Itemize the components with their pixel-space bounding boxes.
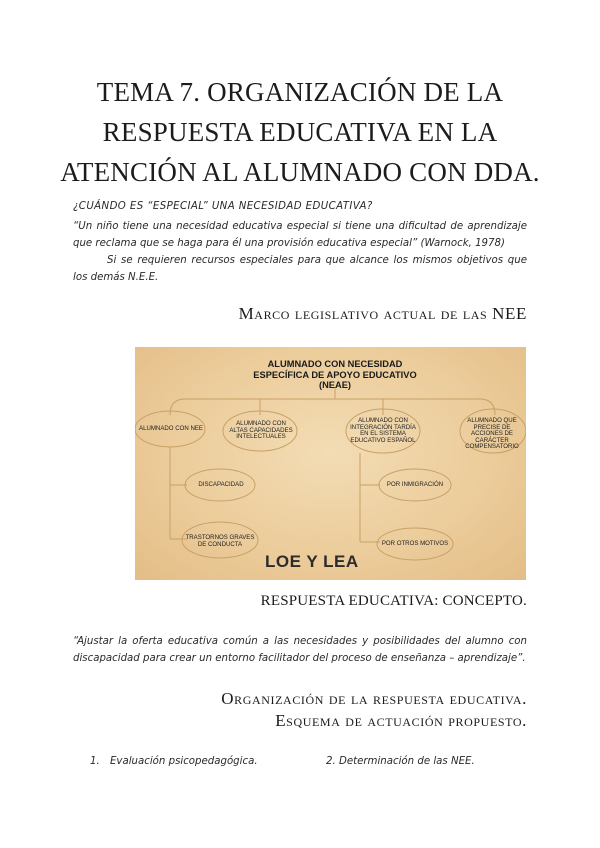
node-inmigracion: POR INMIGRACIÓN bbox=[386, 481, 444, 488]
node-trastornos-conducta: TRASTORNOS GRAVES DE CONDUCTA bbox=[185, 534, 255, 548]
document-title bbox=[40, 72, 560, 192]
respuesta-quote: “Ajustar la oferta educativa común a las necesidades y posibilidades del alumno con discapacidad para crear un entorno facilitador del proceso de enseñanza – aprendizaje”. bbox=[73, 636, 527, 664]
question-heading: ¿CUÁNDO ES “ESPECIAL” UNA NECESIDAD EDUCATIVA? bbox=[73, 201, 373, 212]
diagram-title bbox=[215, 359, 455, 391]
node-altas-capacidades: ALUMNADO CON ALTAS CAPACIDADES INTELECTUALES bbox=[229, 420, 293, 441]
list-item-text: Evaluación psicopedagógica. bbox=[110, 756, 258, 767]
diagram-title-line-1: ALUMNADO CON NECESIDAD bbox=[267, 359, 403, 369]
heading-respuesta-educativa: RESPUESTA EDUCATIVA: CONCEPTO. bbox=[260, 593, 527, 609]
list-item bbox=[90, 756, 258, 767]
title-line-2: RESPUESTA EDUCATIVA EN LA bbox=[102, 117, 498, 147]
node-discapacidad: DISCAPACIDAD bbox=[198, 481, 244, 488]
node-integracion-tardia: ALUMNADO CON INTEGRACIÓN TARDÍA EN EL SISTEMA EDUCATIVO ESPAÑOL bbox=[350, 417, 416, 444]
list-item-number: 2. bbox=[326, 756, 336, 767]
heading-esquema: Esquema de actuación propuesto. bbox=[275, 711, 527, 730]
warnock-quote: “Un niño tiene una necesidad educativa especial si tiene una dificultad de aprendizaje que reclama que se haga para él una provisión educativa especial” (Warnock, 1978) bbox=[73, 221, 527, 249]
loe-lea-banner: LOE Y LEA bbox=[265, 552, 359, 571]
heading-organizacion: Organización de la respuesta educativa. bbox=[221, 689, 527, 708]
node-compensatorio: ALUMNADO QUE PRECISE DE ACCIONES DE CARÁCTER COMPENSATORIO bbox=[465, 417, 519, 451]
diagram-title-line-2: ESPECÍFICA DE APOYO EDUCATIVO bbox=[253, 369, 417, 380]
node-alumnado-nee: ALUMNADO CON NEE bbox=[139, 425, 203, 432]
neae-diagram bbox=[135, 347, 526, 580]
node-otros-motivos: POR OTROS MOTIVOS bbox=[381, 540, 449, 547]
list-item-text: Determinación de las NEE. bbox=[338, 756, 475, 767]
heading-marco-legislativo: Marco legislativo actual de las NEE bbox=[238, 304, 527, 323]
nee-definition-paragraph: Si se requieren recursos especiales para que alcance los mismos objetivos que los demás N.E.E. bbox=[73, 255, 527, 283]
title-line-3: ATENCIÓN AL ALUMNADO CON DDA. bbox=[60, 157, 540, 187]
title-line-1: TEMA 7. ORGANIZACIÓN DE LA bbox=[96, 77, 504, 107]
list-item bbox=[326, 756, 475, 767]
list-item-number: 1. bbox=[90, 756, 100, 767]
diagram-title-line-3: (NEAE) bbox=[318, 380, 352, 390]
